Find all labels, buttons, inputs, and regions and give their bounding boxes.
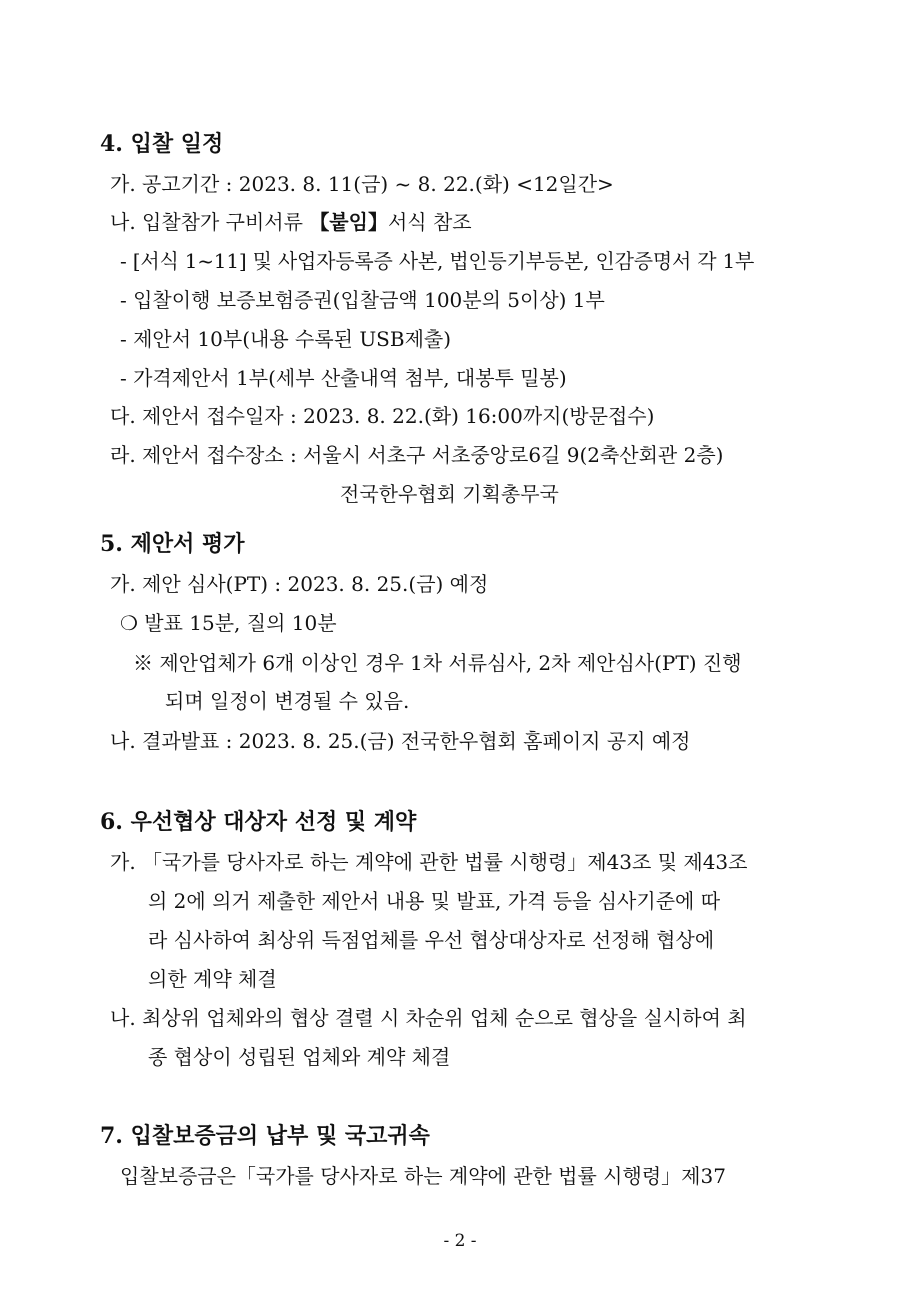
s4-item-b-3: - 제안서 10부(내용 수록된 USB제출) [120, 327, 452, 351]
s6-item-a-cont-1: 의 2에 의거 제출한 제안서 내용 및 발표, 가격 등을 심사기준에 따 [148, 889, 721, 913]
s4-item-b-1: - [서식 1~11] 및 사업자등록증 사본, 법인등기부등본, 인감증명서 각 1부 [120, 249, 755, 273]
s6-item-a-cont-2: 라 심사하여 최상위 득점업체를 우선 협상대상자로 선정해 협상에 [148, 928, 715, 952]
s7-text: 입찰보증금은「국가를 당사자로 하는 계약에 관한 법률 시행령」제37 [120, 1164, 726, 1188]
s4-item-b-2: - 입찰이행 보증보험증권(입찰금액 100분의 5이상) 1부 [120, 288, 605, 312]
section-4-heading: 4. 입찰 일정 [100, 131, 224, 157]
s4-item-b-4: - 가격제안서 1부(세부 산출내역 첨부, 대봉투 밀봉) [120, 366, 567, 390]
section-7-heading: 7. 입찰보증금의 납부 및 국고귀속 [100, 1123, 430, 1149]
section-6-heading: 6. 우선협상 대상자 선정 및 계약 [100, 809, 417, 835]
s5-note: ※ 제안업체가 6개 이상인 경우 1차 서류심사, 2차 제안심사(PT) 진행 [133, 651, 742, 675]
s4-item-c: 다. 제안서 접수일자 : 2023. 8. 22.(화) 16:00까지(방문접수) [110, 404, 655, 428]
s6-item-a: 가. 「국가를 당사자로 하는 계약에 관한 법률 시행령」제43조 및 제43조 [110, 850, 748, 874]
attachment-marker: 【붙임】 [309, 210, 388, 234]
s6-item-b: 나. 최상위 업체와의 협상 결렬 시 차순위 업체 순으로 협상을 실시하여 최 [110, 1006, 747, 1030]
s5-item-a: 가. 제안 심사(PT) : 2023. 8. 25.(금) 예정 [110, 572, 489, 596]
page-number: - 2 - [443, 1231, 477, 1251]
s5-item-a-1: ❍ 발표 15분, 질의 10분 [120, 611, 337, 635]
s5-note-cont: 되며 일정이 변경될 수 있음. [165, 689, 410, 713]
s4-item-b-suffix: 서식 참조 [387, 210, 472, 234]
s6-item-b-cont: 종 협상이 성립된 업체와 계약 체결 [148, 1045, 451, 1069]
s4-item-d: 라. 제안서 접수장소 : 서울시 서초구 서초중앙로6길 9(2축산회관 2층) [110, 443, 724, 467]
s4-item-b-prefix: 나. 입찰참가 구비서류 [110, 210, 310, 234]
s6-item-a-cont-3: 의한 계약 체결 [148, 967, 277, 991]
section-5-heading: 5. 제안서 평가 [100, 531, 245, 557]
s4-item-d-cont: 전국한우협회 기획총무국 [340, 482, 559, 506]
s4-item-b [110, 209, 472, 235]
s4-item-a: 가. 공고기간 : 2023. 8. 11(금) ~ 8. 22.(화) <12일간> [110, 172, 614, 196]
s5-item-b: 나. 결과발표 : 2023. 8. 25.(금) 전국한우협회 홈페이지 공지 예정 [110, 729, 691, 753]
